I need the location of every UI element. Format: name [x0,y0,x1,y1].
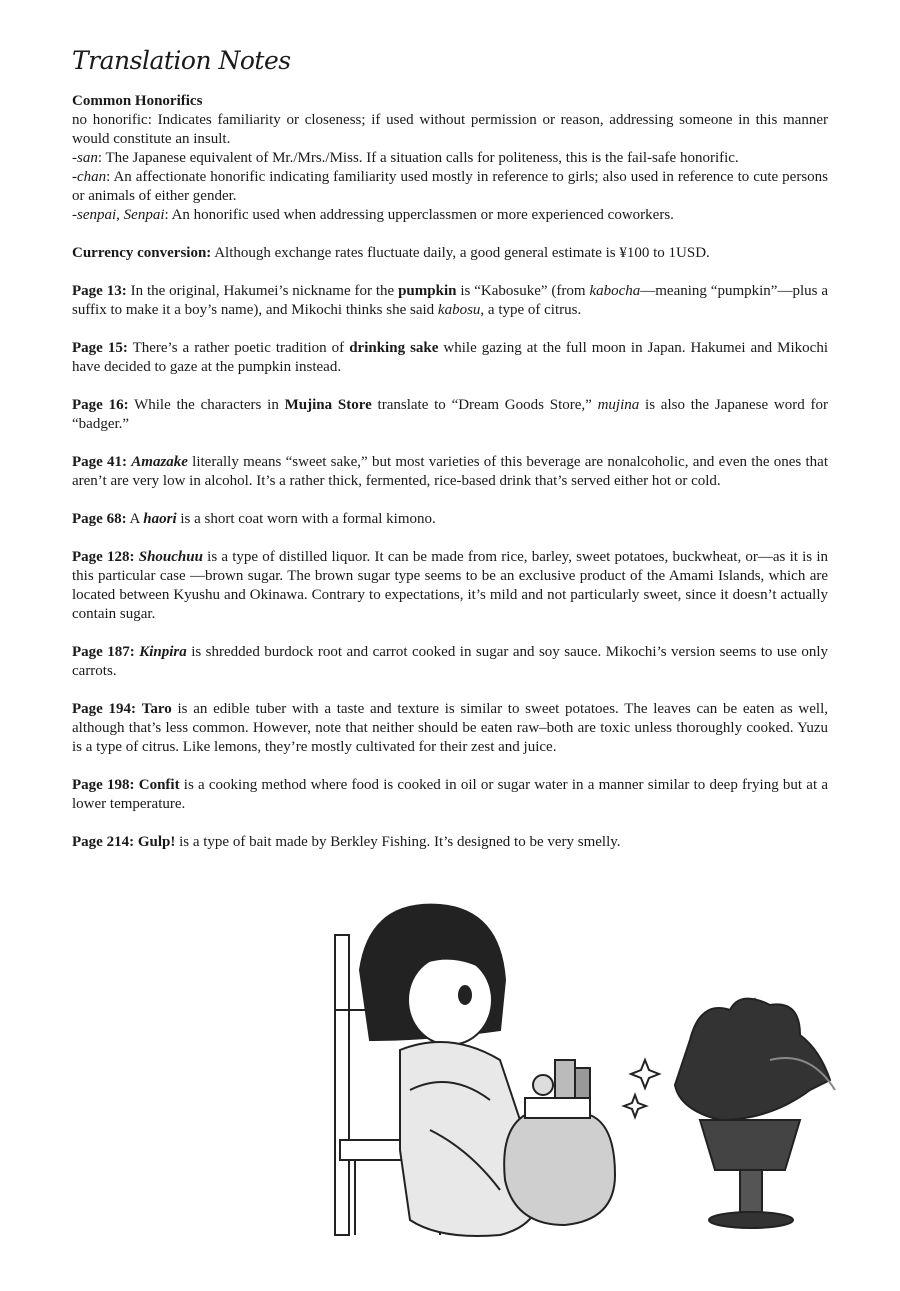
honorific-text: : An affectionate honorific indicating familiarity used mostly in reference to girls; also used in reference to cute persons or animals of either gender. [72,169,828,204]
note-text: —meaning “pumpkin”—plus a suffix to make it a boy’s name), and Mikochi thinks she said [72,283,828,318]
note-text: pumpkin [398,283,457,299]
note-text: is a type of bait made by Berkley Fishing. It’s designed to be very smelly. [175,834,621,850]
note-text: Taro [141,701,172,717]
note-text: Amazake [131,454,188,470]
honorific-text: : An honorific used when addressing upperclassmen or more experienced coworkers. [164,207,674,223]
honorific-text: -chan [72,169,107,185]
note-text: translate to “Dream Goods Store,” [371,397,598,413]
note-label: Page 68: [72,511,127,527]
honorifics-section [72,92,828,225]
note-label: Page 187: [72,644,135,660]
note-paragraph [72,282,828,320]
potted-plant-illustration [675,999,835,1228]
note-text: Confit [138,777,180,793]
honorifics-list [72,111,828,225]
note-label: Page 41: [72,454,128,470]
note-text: literally means “sweet sake,” but most varieties of this beverage are nonalcoholic, and even the ones that aren’t are very low in alcohol. It’s a rather thick, fermented, rice-based drink that’s served either hot or cold. [72,454,828,489]
note-text: kabosu, [437,302,485,318]
note-paragraph [72,244,828,263]
note-paragraph [72,339,828,377]
honorific-text: : The Japanese equivalent of Mr./Mrs./Miss. If a situation calls for politeness, this is the fail-safe honorific. [97,150,739,166]
honorific-entry [72,111,828,149]
notes-body [72,92,828,871]
honorific-entry [72,168,828,206]
note-text: haori [143,511,177,527]
honorific-entry [72,149,828,168]
page-title: Translation Notes [72,46,291,75]
note-text: Mujina Store [284,397,372,413]
note-paragraph [72,776,828,814]
note-paragraph [72,833,828,852]
honorific-text: no honorific: Indicates familiarity or closeness; if used without permission or reason, addressing someone in this manner would constitute an insult. [72,112,828,147]
note-text: In the original, Hakumei’s nickname for the [126,283,399,299]
note-label: Page 16: [72,397,129,413]
note-text: A [126,511,144,527]
note-label: Currency conversion: [72,245,212,261]
note-paragraph [72,643,828,681]
note-text: Gulp! [137,834,176,850]
note-paragraph [72,548,828,624]
illustration [300,890,845,1245]
honorifics-heading: Common Honorifics [72,93,203,109]
note-text: is a cooking method where food is cooked in oil or sugar water in a manner similar to deep frying but at a lower temperature. [72,777,828,812]
note-paragraph [72,510,828,529]
note-label: Page 15: [72,340,128,356]
note-text: drinking sake [349,340,439,356]
notes-list [72,244,828,852]
note-text: is a type of distilled liquor. It can be made from rice, barley, sweet potatoes, buckwheat, or—as it is in this particular case —brown sugar. The brown sugar type seems to be an exclusive product of the Amami Islands, which are located between Kyushu and Okinawa. Contrary to expectations, it’s mild and not particularly sweet, since it doesn’t actually contain sugar. [72,549,829,622]
note-label: Page 214: [72,834,135,850]
note-text: is an edible tuber with a taste and texture is similar to sweet potatoes. The leaves can be eaten as well, although that’s less common. However, note that neither should be eaten raw–both are toxic unless thoroughly cooked. Yuzu is a type of citrus. Like lemons, they’re mostly cultivated for their zest and juice. [72,701,829,755]
jar-illustration [504,1060,615,1225]
note-text: is shredded burdock root and carrot cooked in sugar and soy sauce. Mikochi’s version seems to use only carrots. [72,644,829,679]
note-text: Kinpira [139,644,187,660]
note-text: While the characters in [128,397,285,413]
honorific-text: -senpai, Senpai [72,207,165,223]
note-text: mujina [597,397,640,413]
note-text: kabocha [589,283,641,299]
note-label: Page 198: [72,777,135,793]
note-text: is a short coat worn with a formal kimono. [176,511,436,527]
note-label: Page 194: [72,701,137,717]
note-text: Shouchuu [138,549,203,565]
note-label: Page 128: [72,549,135,565]
note-paragraph [72,700,828,757]
honorific-text: -san [72,150,98,166]
note-label: Page 13: [72,283,127,299]
note-text: There’s a rather poetic tradition of [127,340,350,356]
note-text: is “Kabosuke” (from [456,283,590,299]
honorific-entry [72,206,828,225]
note-text: is also the Japanese word for “badger.” [72,397,829,432]
note-text: Although exchange rates fluctuate daily, a good general estimate is ¥100 to 1USD. [211,245,710,261]
note-paragraph [72,453,828,491]
note-text: a type of citrus. [484,302,582,318]
note-text: while gazing at the full moon in Japan. Hakumei and Mikochi have decided to gaze at the pumpkin instead. [72,340,829,375]
note-paragraph [72,396,828,434]
